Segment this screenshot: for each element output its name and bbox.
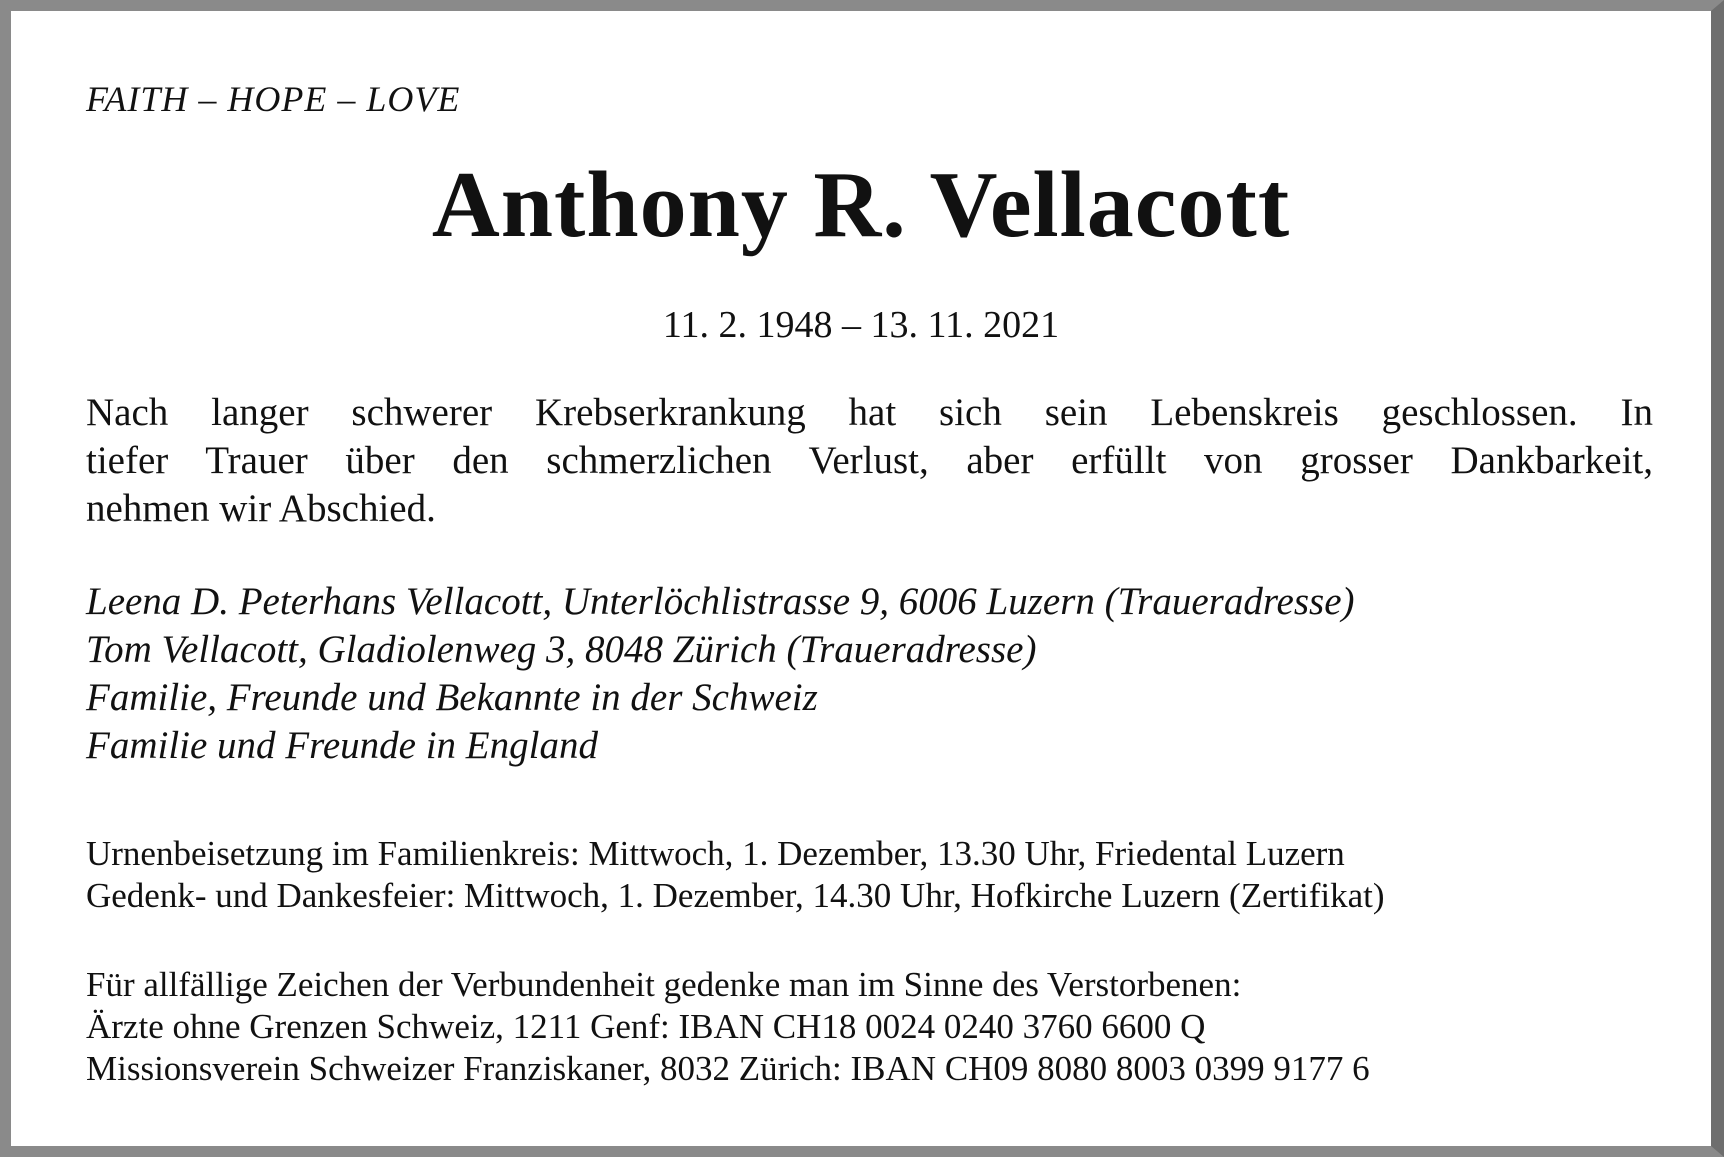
announcement-line: tiefer Trauer über den schmerzlichen Verlust, aber erfüllt von grosser Dankbarkeit, bbox=[86, 439, 1653, 482]
mourner-line: Tom Vellacott, Gladiolenweg 3, 8048 Zürich (Traueradresse) bbox=[86, 628, 1037, 671]
mourner-line: Familie, Freunde und Bekannte in der Schweiz bbox=[86, 676, 818, 719]
donations-list bbox=[86, 964, 1370, 1090]
announcement-line: Nach langer schwerer Krebserkrankung hat sich sein Lebenskreis geschlossen. In bbox=[86, 391, 1653, 434]
donation-line: Für allfällige Zeichen der Verbundenheit gedenke man im Sinne des Verstorbenen: bbox=[86, 965, 1242, 1004]
mourner-line: Familie und Freunde in England bbox=[86, 724, 598, 767]
life-dates: 11. 2. 1948 – 13. 11. 2021 bbox=[662, 304, 1060, 346]
ceremony-line: Urnenbeisetzung im Familienkreis: Mittwoch, 1. Dezember, 13.30 Uhr, Friedental Luzern bbox=[86, 834, 1345, 873]
obituary-notice bbox=[11, 11, 1711, 1146]
deceased-name: Anthony R. Vellacott bbox=[431, 153, 1291, 257]
announcement-line: nehmen wir Abschied. bbox=[86, 487, 436, 530]
donation-line: Ärzte ohne Grenzen Schweiz, 1211 Genf: IBAN CH18 0024 0240 3760 6600 Q bbox=[86, 1007, 1206, 1046]
mourners-list bbox=[86, 578, 1355, 770]
mourner-line: Leena D. Peterhans Vellacott, Unterlöchlistrasse 9, 6006 Luzern (Traueradresse) bbox=[86, 580, 1355, 623]
ceremony-line: Gedenk- und Dankesfeier: Mittwoch, 1. Dezember, 14.30 Uhr, Hofkirche Luzern (Zertifikat) bbox=[86, 876, 1385, 915]
donation-line: Missionsverein Schweizer Franziskaner, 8032 Zürich: IBAN CH09 8080 8003 0399 9177 6 bbox=[86, 1049, 1370, 1088]
announcement-paragraph bbox=[86, 389, 1653, 533]
motto: FAITH – HOPE – LOVE bbox=[86, 79, 461, 119]
ceremonies-list bbox=[86, 833, 1385, 917]
